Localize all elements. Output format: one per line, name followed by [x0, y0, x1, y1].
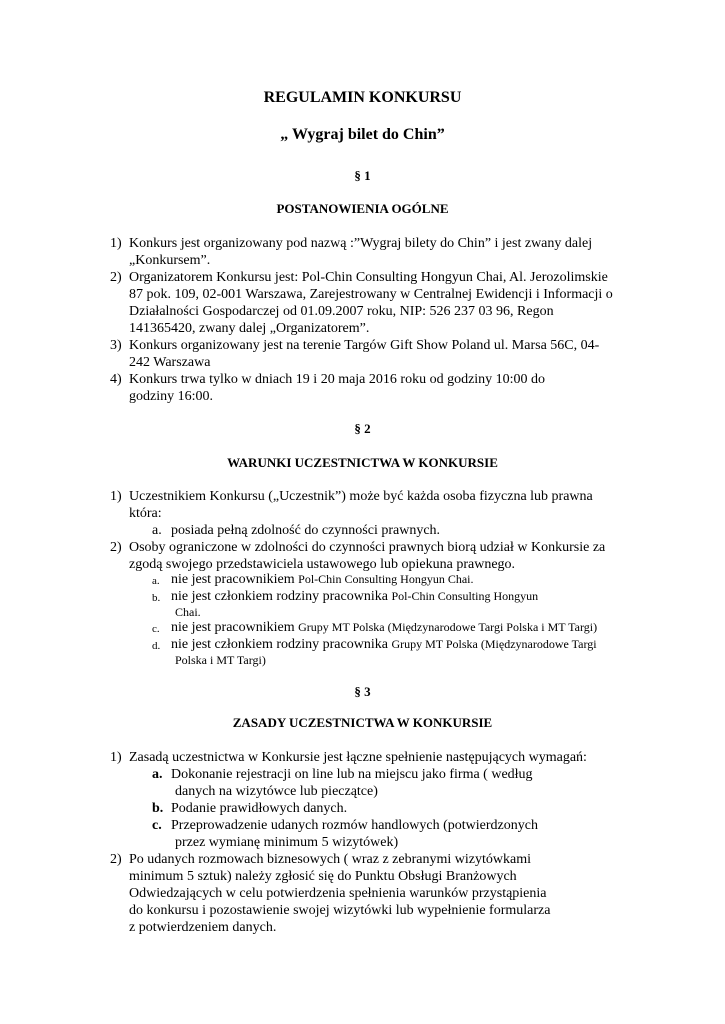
item-text: 87 pok. 109, 02-001 Warszawa, Zarejestrowany w Centralnej Ewidencji i Informacji o	[129, 287, 613, 302]
item-number: 3)	[110, 338, 122, 353]
sub-item-entity: Grupy MT Polska (Międzynarodowe Targi	[391, 637, 597, 651]
item-text: zgodą swojego przedstawiciela ustawowego lub opiekuna prawnego.	[129, 557, 516, 572]
section-3-number: § 3	[354, 684, 371, 699]
item-number: 2)	[110, 270, 122, 285]
sub-item-text	[171, 588, 641, 605]
item-number: 2)	[110, 852, 122, 867]
sub-item-text	[171, 636, 641, 653]
item-number: 1)	[110, 236, 122, 251]
sub-item-text-cont: Chai.	[175, 605, 201, 619]
sub-item-letter: d.	[152, 640, 161, 652]
item-text: Uczestnikiem Konkursu („Uczestnik”) może być każda osoba fizyczna lub prawna	[129, 489, 593, 504]
sub-item-lead: nie jest członkiem rodziny pracownika	[171, 589, 388, 604]
sub-item-text	[171, 571, 641, 588]
item-text: minimum 5 sztuk) należy zgłosić się do Punktu Obsługi Branżowych	[129, 869, 517, 884]
item-text: 141365420, zwany dalej „Organizatorem”.	[129, 321, 370, 336]
sub-item-letter: a.	[152, 575, 160, 587]
item-number: 1)	[110, 750, 122, 765]
sub-item-entity: Pol-Chin Consulting Hongyun	[391, 589, 539, 603]
section-3-heading: ZASADY UCZESTNICTWA W KONKURSIE	[232, 715, 493, 730]
item-text: Działalności Gospodarczej od 01.09.2007 roku, NIP: 526 237 03 96, Regon	[129, 304, 554, 319]
sub-item-lead: nie jest członkiem rodziny pracownika	[171, 637, 388, 652]
item-text: Po udanych rozmowach biznesowych ( wraz z zebranymi wizytówkami	[129, 852, 531, 867]
item-text: z potwierdzeniem danych.	[129, 920, 277, 935]
sub-item-text: Podanie prawidłowych danych.	[171, 801, 348, 816]
sub-item-text-cont: danych na wizytówce lub pieczątce)	[175, 784, 378, 799]
sub-item-text: Dokonanie rejestracji on line lub na miejscu jako firma ( według	[171, 767, 533, 782]
item-text: która:	[129, 506, 162, 521]
sub-item-letter: c.	[152, 818, 162, 833]
section-1-number: § 1	[354, 168, 371, 183]
sub-item-lead: nie jest pracownikiem	[171, 620, 295, 635]
item-text: „Konkursem”.	[129, 253, 211, 268]
sub-item-entity: Grupy MT Polska (Międzynarodowe Targi Polska i MT Targi)	[298, 620, 598, 634]
sub-item-letter: a.	[152, 523, 162, 538]
document-title: REGULAMIN KONKURSU	[263, 89, 462, 106]
item-text: godziny 16:00.	[129, 389, 213, 404]
sub-item-text-cont: Polska i MT Targi)	[175, 653, 266, 667]
sub-item-lead: nie jest pracownikiem	[171, 572, 295, 587]
item-text: Osoby ograniczone w zdolności do czynności prawnych biorą udział w Konkursie za	[129, 540, 606, 555]
sub-item-letter: b.	[152, 592, 161, 604]
item-text: Odwiedzających w celu potwierdzenia spełnienia warunków przystąpienia	[129, 886, 547, 901]
item-number: 4)	[110, 372, 122, 387]
item-text: Konkurs organizowany jest na terenie Targów Gift Show Poland ul. Marsa 56C, 04-	[129, 338, 600, 353]
item-text: Organizatorem Konkursu jest: Pol-Chin Consulting Hongyun Chai, Al. Jerozolimskie	[129, 270, 608, 285]
sub-item-text-cont: przez wymianę minimum 5 wizytówek)	[175, 835, 399, 850]
sub-item-entity: Pol-Chin Consulting Hongyun Chai.	[298, 572, 474, 586]
item-text: Konkurs jest organizowany pod nazwą :”Wygraj bilety do Chin” i jest zwany dalej	[129, 236, 593, 251]
item-text: 242 Warszawa	[129, 355, 211, 370]
item-text: do konkursu i pozostawienie swojej wizytówki lub wypełnienie formularza	[129, 903, 551, 918]
section-2-heading: WARUNKI UCZESTNICTWA W KONKURSIE	[227, 455, 498, 470]
sub-item-text: posiada pełną zdolność do czynności prawnych.	[171, 523, 441, 538]
item-number: 2)	[110, 540, 122, 555]
section-2-number: § 2	[354, 421, 371, 436]
sub-item-letter: b.	[152, 801, 164, 816]
section-1-heading: POSTANOWIENIA OGÓLNE	[276, 201, 449, 216]
sub-item-text	[171, 619, 641, 636]
item-number: 1)	[110, 489, 122, 504]
document-subtitle: „ Wygraj bilet do Chin”	[280, 126, 445, 143]
item-text: Konkurs trwa tylko w dniach 19 i 20 maja 2016 roku od godziny 10:00 do	[129, 372, 546, 387]
sub-item-letter: a.	[152, 767, 163, 782]
sub-item-letter: c.	[152, 623, 160, 635]
item-text: Zasadą uczestnictwa w Konkursie jest łączne spełnienie następujących wymagań:	[129, 750, 587, 765]
sub-item-text: Przeprowadzenie udanych rozmów handlowych (potwierdzonych	[171, 818, 538, 833]
